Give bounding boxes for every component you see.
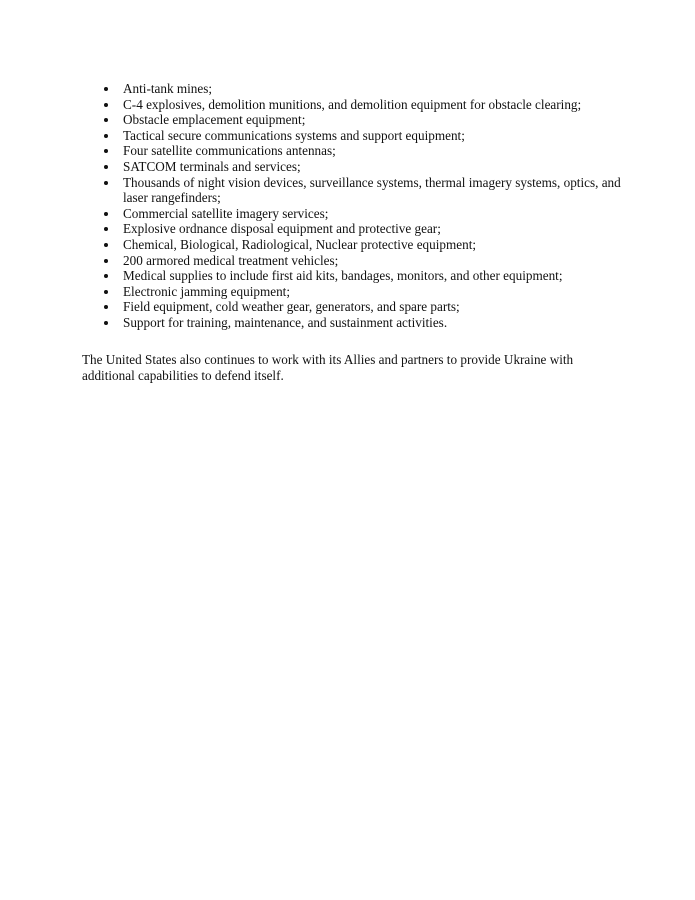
bullet-item [100,268,640,284]
bullet-text: Support for training, maintenance, and sustainment activities. [123,314,448,330]
bullet-item [100,112,640,128]
bullet-item [100,299,640,315]
bullet-icon [104,181,108,185]
bullet-icon [104,227,108,231]
bullet-icon [104,274,108,278]
bullet-icon [104,290,108,294]
bullet-text: Tactical secure communications systems and support equipment; [123,127,465,143]
bullet-item [100,128,640,144]
bullet-text: Thousands of night vision devices, surveillance systems, thermal imagery systems, optics, and laser rangefinders; [123,174,621,206]
closing-paragraph: The United States also continues to work with its Allies and partners to provide Ukraine with additional capabilities to defend itself. [82,352,574,383]
bullet-item [100,237,640,253]
bullet-text: Chemical, Biological, Radiological, Nuclear protective equipment; [123,236,477,252]
bullet-item [100,206,640,222]
bullet-item [100,81,640,97]
bullet-item [100,221,640,237]
bullet-text: SATCOM terminals and services; [123,158,301,174]
bullet-icon [104,165,108,169]
bullet-item [100,253,640,269]
bullet-item [100,315,640,331]
bullet-text: Anti-tank mines; [123,81,213,96]
bullet-text: Commercial satellite imagery services; [123,205,329,221]
bullet-text: Field equipment, cold weather gear, generators, and spare parts; [123,299,460,315]
bullet-icon [104,103,108,107]
bullet-item [100,175,640,206]
bullet-icon [104,87,108,91]
bullet-icon [104,134,108,138]
bullet-icon [104,243,108,247]
bullet-icon [104,149,108,153]
bullet-item [100,97,640,113]
bullet-item [100,143,640,159]
bullet-text: Four satellite communications antennas; [123,143,336,159]
bullet-text: Explosive ordnance disposal equipment and protective gear; [123,221,441,237]
capabilities-bullet-list [100,81,640,331]
bullet-text: Medical supplies to include first aid kits, bandages, monitors, and other equipment; [123,268,563,284]
bullet-icon [104,259,108,263]
bullet-text: 200 armored medical treatment vehicles; [123,252,339,268]
bullet-item [100,284,640,300]
bullet-item [100,159,640,175]
bullet-text: Electronic jamming equipment; [123,283,290,299]
bullet-text: C-4 explosives, demolition munitions, and demolition equipment for obstacle clearing; [123,96,582,112]
bullet-text: Obstacle emplacement equipment; [123,112,306,128]
bullet-icon [104,212,108,216]
bullet-icon [104,321,108,325]
bullet-icon [104,305,108,309]
bullet-icon [104,118,108,122]
